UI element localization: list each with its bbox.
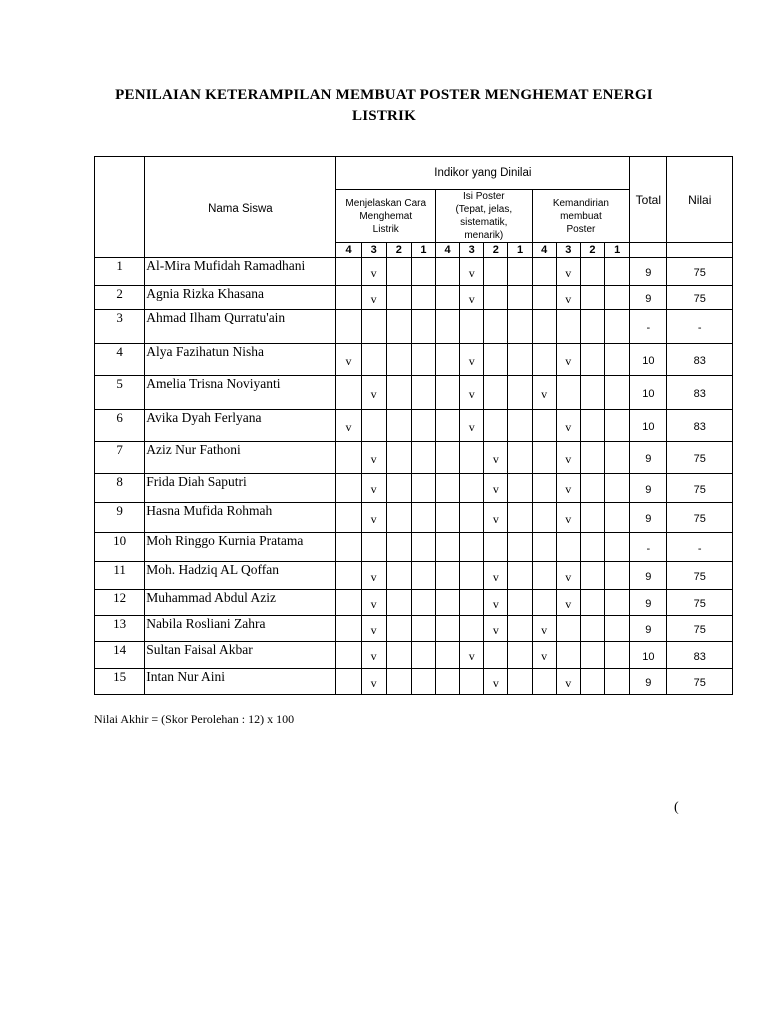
check-mark-cell: v <box>361 503 386 533</box>
check-mark-cell <box>361 344 386 376</box>
row-number: 5 <box>95 376 145 410</box>
check-mark-cell <box>436 503 460 533</box>
final-grade: 75 <box>667 442 733 474</box>
check-mark-cell <box>411 590 435 616</box>
check-mark-cell <box>508 286 532 310</box>
check-mark-cell <box>580 286 604 310</box>
check-mark-cell <box>386 410 411 442</box>
final-grade: 83 <box>667 642 733 669</box>
check-mark-cell: v <box>484 669 508 695</box>
check-mark-cell <box>411 642 435 669</box>
row-number: 13 <box>95 616 145 642</box>
check-mark-cell <box>484 310 508 344</box>
check-mark-cell <box>336 642 361 669</box>
check-mark-cell <box>532 410 556 442</box>
check-mark-cell: v <box>484 590 508 616</box>
check-mark-cell <box>605 376 630 410</box>
indicator-group-header <box>436 190 533 243</box>
check-mark-cell <box>605 562 630 590</box>
check-mark-cell <box>386 258 411 286</box>
final-grade: 75 <box>667 474 733 503</box>
check-mark-cell: v <box>484 503 508 533</box>
indicator-group-line: Kemandirian <box>552 197 609 209</box>
table-row <box>95 344 733 376</box>
check-mark-cell <box>436 310 460 344</box>
table-row <box>95 642 733 669</box>
check-mark-cell <box>460 669 484 695</box>
check-mark-cell <box>411 562 435 590</box>
check-mark-cell <box>484 642 508 669</box>
check-mark-cell: v <box>361 642 386 669</box>
student-name: Frida Diah Saputri <box>145 474 336 503</box>
check-mark-cell <box>436 286 460 310</box>
table-row <box>95 474 733 503</box>
check-mark-cell <box>386 442 411 474</box>
check-mark-cell <box>484 344 508 376</box>
final-grade: 83 <box>667 410 733 442</box>
total-score: 9 <box>630 258 667 286</box>
check-mark-cell <box>508 442 532 474</box>
check-mark-cell <box>580 590 604 616</box>
check-mark-cell <box>436 344 460 376</box>
row-number: 14 <box>95 642 145 669</box>
check-mark-cell <box>460 442 484 474</box>
indicator-group-header <box>532 190 630 243</box>
check-mark-cell <box>361 410 386 442</box>
final-grade: 75 <box>667 669 733 695</box>
check-mark-cell <box>386 474 411 503</box>
check-mark-cell: v <box>556 344 580 376</box>
check-mark-cell <box>508 590 532 616</box>
check-mark-cell <box>386 503 411 533</box>
student-name: Intan Nur Aini <box>145 669 336 695</box>
indicator-group-line: (Tepat, jelas, <box>455 204 513 215</box>
check-mark-cell <box>580 310 604 344</box>
final-grade: 75 <box>667 503 733 533</box>
check-mark-cell <box>605 590 630 616</box>
check-mark-cell <box>436 533 460 562</box>
table-row <box>95 310 733 344</box>
check-mark-cell <box>532 474 556 503</box>
student-name: Agnia Rizka Khasana <box>145 286 336 310</box>
check-mark-cell <box>605 669 630 695</box>
check-mark-cell <box>605 642 630 669</box>
check-mark-cell <box>484 286 508 310</box>
check-mark-cell: v <box>556 590 580 616</box>
final-grade: - <box>667 533 733 562</box>
check-mark-cell <box>508 642 532 669</box>
check-mark-cell <box>580 669 604 695</box>
indicator-group-line: membuat <box>560 210 602 222</box>
total-score: 9 <box>630 503 667 533</box>
final-grade: 75 <box>667 286 733 310</box>
check-mark-cell <box>532 442 556 474</box>
score-blank-nilai <box>667 243 733 258</box>
check-mark-cell: v <box>361 669 386 695</box>
student-name: Moh. Hadziq AL Qoffan <box>145 562 336 590</box>
check-mark-cell <box>361 310 386 344</box>
check-mark-cell: v <box>556 410 580 442</box>
table-row <box>95 286 733 310</box>
total-score: 10 <box>630 344 667 376</box>
score-level-header: 2 <box>386 243 411 258</box>
check-mark-cell <box>411 533 435 562</box>
name-header: Nama Siswa <box>145 157 336 258</box>
check-mark-cell: v <box>532 642 556 669</box>
table-row <box>95 562 733 590</box>
score-level-header: 1 <box>605 243 630 258</box>
page-title <box>0 85 768 127</box>
score-level-header: 1 <box>411 243 435 258</box>
check-mark-cell: v <box>532 376 556 410</box>
check-mark-cell <box>580 376 604 410</box>
check-mark-cell <box>532 310 556 344</box>
check-mark-cell <box>386 344 411 376</box>
student-name: Nabila Rosliani Zahra <box>145 616 336 642</box>
student-name: Muhammad Abdul Aziz <box>145 590 336 616</box>
assessment-table <box>94 156 733 695</box>
check-mark-cell <box>436 474 460 503</box>
check-mark-cell <box>508 310 532 344</box>
check-mark-cell: v <box>484 562 508 590</box>
check-mark-cell <box>436 669 460 695</box>
check-mark-cell <box>436 642 460 669</box>
check-mark-cell <box>411 474 435 503</box>
check-mark-cell <box>605 442 630 474</box>
check-mark-cell: v <box>556 474 580 503</box>
check-mark-cell <box>508 503 532 533</box>
score-level-header: 2 <box>580 243 604 258</box>
check-mark-cell <box>436 258 460 286</box>
indicator-group-line: Menghemat <box>359 210 413 222</box>
check-mark-cell <box>580 344 604 376</box>
check-mark-cell <box>580 562 604 590</box>
check-mark-cell: v <box>556 669 580 695</box>
row-number: 9 <box>95 503 145 533</box>
check-mark-cell: v <box>336 344 361 376</box>
check-mark-cell <box>361 533 386 562</box>
score-level-header: 3 <box>361 243 386 258</box>
total-score: 9 <box>630 669 667 695</box>
check-mark-cell <box>411 258 435 286</box>
check-mark-cell <box>605 258 630 286</box>
total-score: 9 <box>630 442 667 474</box>
check-mark-cell <box>460 533 484 562</box>
student-name: Al-Mira Mufidah Ramadhani <box>145 258 336 286</box>
check-mark-cell: v <box>361 562 386 590</box>
final-grade: 75 <box>667 562 733 590</box>
check-mark-cell <box>484 533 508 562</box>
total-header: Total <box>630 157 667 243</box>
check-mark-cell <box>386 533 411 562</box>
check-mark-cell: v <box>336 410 361 442</box>
check-mark-cell <box>556 310 580 344</box>
check-mark-cell <box>436 376 460 410</box>
score-blank-total <box>630 243 667 258</box>
check-mark-cell <box>605 410 630 442</box>
check-mark-cell <box>336 310 361 344</box>
check-mark-cell: v <box>484 474 508 503</box>
final-score-formula: Nilai Akhir = (Skor Perolehan : 12) x 100 <box>94 712 295 726</box>
check-mark-cell: v <box>460 258 484 286</box>
check-mark-cell <box>532 286 556 310</box>
student-name: Alya Fazihatun Nisha <box>145 344 336 376</box>
row-number: 4 <box>95 344 145 376</box>
check-mark-cell: v <box>460 642 484 669</box>
check-mark-cell <box>532 258 556 286</box>
check-mark-cell: v <box>361 376 386 410</box>
final-grade: 75 <box>667 616 733 642</box>
table-row <box>95 410 733 442</box>
check-mark-cell: v <box>484 442 508 474</box>
score-level-header: 3 <box>556 243 580 258</box>
check-mark-cell: v <box>556 286 580 310</box>
check-mark-cell <box>411 442 435 474</box>
number-header-cell <box>95 157 145 258</box>
check-mark-cell <box>336 590 361 616</box>
check-mark-cell: v <box>361 590 386 616</box>
check-mark-cell <box>532 344 556 376</box>
check-mark-cell <box>336 503 361 533</box>
check-mark-cell <box>336 669 361 695</box>
table-row <box>95 669 733 695</box>
check-mark-cell <box>508 258 532 286</box>
row-number: 15 <box>95 669 145 695</box>
check-mark-cell <box>436 616 460 642</box>
check-mark-cell <box>605 286 630 310</box>
check-mark-cell <box>532 669 556 695</box>
table-row <box>95 442 733 474</box>
check-mark-cell <box>580 616 604 642</box>
table-row <box>95 503 733 533</box>
check-mark-cell: v <box>460 410 484 442</box>
total-score: 9 <box>630 616 667 642</box>
total-score: 9 <box>630 286 667 310</box>
check-mark-cell <box>411 286 435 310</box>
check-mark-cell <box>508 616 532 642</box>
indicator-group-line: menarik) <box>464 230 504 241</box>
check-mark-cell <box>580 258 604 286</box>
score-level-header: 2 <box>484 243 508 258</box>
check-mark-cell: v <box>361 442 386 474</box>
check-mark-cell <box>436 410 460 442</box>
table-row <box>95 376 733 410</box>
check-mark-cell <box>580 533 604 562</box>
total-score: 10 <box>630 410 667 442</box>
table-row <box>95 616 733 642</box>
check-mark-cell <box>580 474 604 503</box>
check-mark-cell <box>605 474 630 503</box>
student-name: Avika Dyah Ferlyana <box>145 410 336 442</box>
check-mark-cell <box>436 590 460 616</box>
check-mark-cell <box>411 344 435 376</box>
indicator-group-line: sistematik, <box>460 217 508 228</box>
student-name: Hasna Mufida Rohmah <box>145 503 336 533</box>
check-mark-cell <box>532 562 556 590</box>
check-mark-cell <box>508 410 532 442</box>
score-level-header: 4 <box>336 243 361 258</box>
check-mark-cell <box>508 474 532 503</box>
student-name: Aziz Nur Fathoni <box>145 442 336 474</box>
check-mark-cell: v <box>361 286 386 310</box>
check-mark-cell: v <box>532 616 556 642</box>
student-name: Ahmad Ilham Qurratu'ain <box>145 310 336 344</box>
check-mark-cell <box>411 669 435 695</box>
row-number: 10 <box>95 533 145 562</box>
check-mark-cell <box>460 616 484 642</box>
check-mark-cell <box>460 474 484 503</box>
check-mark-cell <box>336 442 361 474</box>
row-number: 6 <box>95 410 145 442</box>
check-mark-cell: v <box>484 616 508 642</box>
row-number: 7 <box>95 442 145 474</box>
total-score: - <box>630 310 667 344</box>
check-mark-cell <box>436 442 460 474</box>
check-mark-cell <box>508 376 532 410</box>
check-mark-cell <box>411 616 435 642</box>
check-mark-cell <box>508 533 532 562</box>
check-mark-cell: v <box>460 376 484 410</box>
check-mark-cell <box>386 642 411 669</box>
score-level-header: 4 <box>532 243 556 258</box>
check-mark-cell <box>605 503 630 533</box>
final-grade: 83 <box>667 376 733 410</box>
check-mark-cell: v <box>361 258 386 286</box>
check-mark-cell <box>386 590 411 616</box>
check-mark-cell <box>508 562 532 590</box>
total-score: - <box>630 533 667 562</box>
check-mark-cell <box>386 286 411 310</box>
check-mark-cell <box>605 344 630 376</box>
student-name: Sultan Faisal Akbar <box>145 642 336 669</box>
check-mark-cell <box>605 616 630 642</box>
final-grade: 75 <box>667 258 733 286</box>
check-mark-cell <box>336 376 361 410</box>
stray-parenthesis: ( <box>674 800 679 815</box>
check-mark-cell <box>532 533 556 562</box>
check-mark-cell <box>336 286 361 310</box>
total-score: 9 <box>630 590 667 616</box>
check-mark-cell <box>532 503 556 533</box>
check-mark-cell <box>532 590 556 616</box>
total-score: 10 <box>630 376 667 410</box>
check-mark-cell <box>580 503 604 533</box>
check-mark-cell <box>460 310 484 344</box>
nilai-header: Nilai <box>667 157 733 243</box>
check-mark-cell <box>411 410 435 442</box>
table-row <box>95 258 733 286</box>
check-mark-cell <box>336 616 361 642</box>
indicator-group-line: Menjelaskan Cara <box>345 197 427 209</box>
page-title-line-2: LISTRIK <box>352 108 416 124</box>
check-mark-cell <box>460 503 484 533</box>
indicator-group-header <box>336 190 436 243</box>
check-mark-cell <box>580 410 604 442</box>
total-score: 10 <box>630 642 667 669</box>
indicator-group-line: Isi Poster <box>462 191 505 202</box>
check-mark-cell <box>484 376 508 410</box>
check-mark-cell <box>386 616 411 642</box>
check-mark-cell <box>386 310 411 344</box>
check-mark-cell <box>484 258 508 286</box>
check-mark-cell <box>436 562 460 590</box>
page-title-line-1: PENILAIAN KETERAMPILAN MEMBUAT POSTER MENGHEMAT ENERGI <box>115 87 653 103</box>
check-mark-cell <box>556 533 580 562</box>
check-mark-cell: v <box>556 503 580 533</box>
score-level-header: 4 <box>436 243 460 258</box>
total-score: 9 <box>630 474 667 503</box>
score-level-header: 3 <box>460 243 484 258</box>
check-mark-cell <box>580 642 604 669</box>
check-mark-cell <box>386 562 411 590</box>
row-number: 3 <box>95 310 145 344</box>
check-mark-cell: v <box>556 258 580 286</box>
check-mark-cell: v <box>556 442 580 474</box>
table-row <box>95 590 733 616</box>
table-row <box>95 533 733 562</box>
check-mark-cell <box>336 562 361 590</box>
check-mark-cell <box>605 533 630 562</box>
check-mark-cell <box>411 503 435 533</box>
check-mark-cell <box>411 376 435 410</box>
check-mark-cell: v <box>460 286 484 310</box>
row-number: 2 <box>95 286 145 310</box>
indicator-group-line: Listrik <box>372 223 399 235</box>
row-number: 1 <box>95 258 145 286</box>
student-name: Amelia Trisna Noviyanti <box>145 376 336 410</box>
check-mark-cell <box>580 442 604 474</box>
check-mark-cell <box>460 590 484 616</box>
final-grade: 83 <box>667 344 733 376</box>
check-mark-cell <box>336 533 361 562</box>
check-mark-cell <box>411 310 435 344</box>
student-name: Moh Ringgo Kurnia Pratama <box>145 533 336 562</box>
check-mark-cell <box>336 474 361 503</box>
check-mark-cell <box>386 669 411 695</box>
total-score: 9 <box>630 562 667 590</box>
check-mark-cell <box>556 376 580 410</box>
check-mark-cell <box>556 616 580 642</box>
check-mark-cell <box>484 410 508 442</box>
check-mark-cell: v <box>361 474 386 503</box>
check-mark-cell <box>605 310 630 344</box>
score-level-header: 1 <box>508 243 532 258</box>
check-mark-cell <box>508 669 532 695</box>
row-number: 11 <box>95 562 145 590</box>
check-mark-cell <box>508 344 532 376</box>
check-mark-cell <box>556 642 580 669</box>
indicator-group-line: Poster <box>566 223 596 235</box>
check-mark-cell: v <box>460 344 484 376</box>
indicators-header: Indikor yang Dinilai <box>336 157 630 190</box>
check-mark-cell: v <box>556 562 580 590</box>
check-mark-cell: v <box>361 616 386 642</box>
row-number: 12 <box>95 590 145 616</box>
check-mark-cell <box>460 562 484 590</box>
check-mark-cell <box>386 376 411 410</box>
final-grade: 75 <box>667 590 733 616</box>
check-mark-cell <box>336 258 361 286</box>
final-grade: - <box>667 310 733 344</box>
row-number: 8 <box>95 474 145 503</box>
